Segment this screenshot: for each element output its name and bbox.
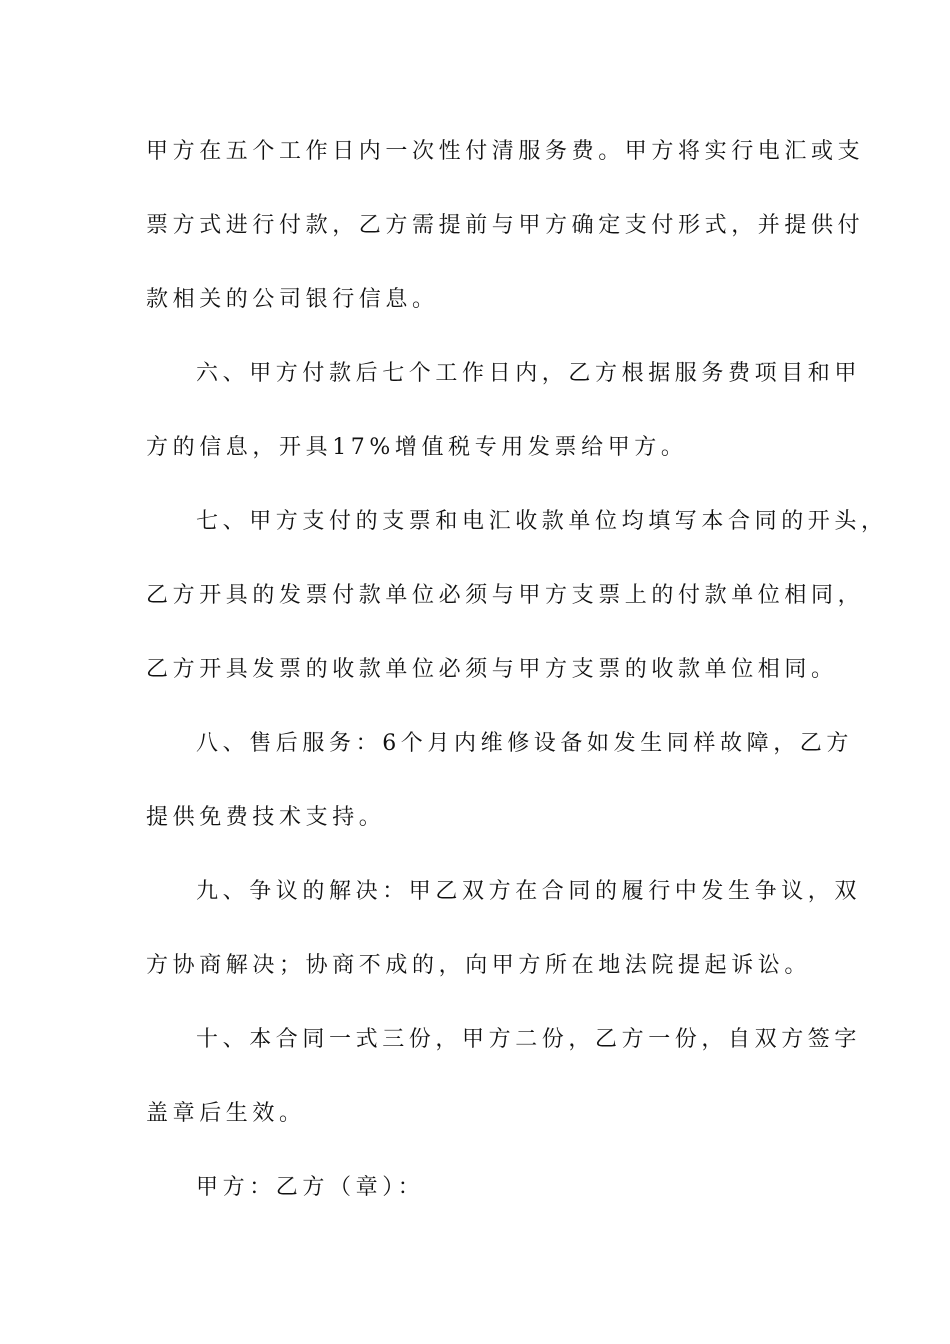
clause-6-line-1: 六、甲方付款后七个工作日内，乙方根据服务费项目和甲 bbox=[196, 361, 862, 386]
clause-10-line-2: 盖章后生效。 bbox=[146, 1101, 306, 1126]
text-line-1: 甲方在五个工作日内一次性付清服务费。甲方将实行电汇或支 bbox=[146, 139, 865, 164]
clause-10-line-1: 十、本合同一式三份，甲方二份，乙方一份，自双方签字 bbox=[196, 1027, 862, 1052]
document-body bbox=[146, 134, 888, 1244]
text-line-3: 款相关的公司银行信息。 bbox=[146, 287, 439, 312]
clause-9-line-2: 方协商解决；协商不成的，向甲方所在地法院提起诉讼。 bbox=[146, 953, 812, 978]
clause-7-line-3: 乙方开具发票的收款单位必须与甲方支票的收款单位相同。 bbox=[146, 657, 838, 682]
clause-7-line-2: 乙方开具的发票付款单位必须与甲方支票上的付款单位相同， bbox=[146, 583, 865, 608]
clause-9-line-1: 九、争议的解决：甲乙双方在合同的履行中发生争议，双 bbox=[196, 879, 862, 904]
clause-8-line-1: 八、售后服务：6个月内维修设备如发生同样故障，乙方 bbox=[196, 731, 853, 756]
clause-6-line-2: 方的信息，开具17%增值税专用发票给甲方。 bbox=[146, 435, 688, 460]
clause-7-line-1: 七、甲方支付的支票和电汇收款单位均填写本合同的开头， bbox=[196, 509, 888, 534]
clause-8-line-2: 提供免费技术支持。 bbox=[146, 805, 386, 830]
text-line-2: 票方式进行付款，乙方需提前与甲方确定支付形式，并提供付 bbox=[146, 213, 865, 238]
signature-line: 甲方：乙方（章）： bbox=[196, 1175, 425, 1200]
